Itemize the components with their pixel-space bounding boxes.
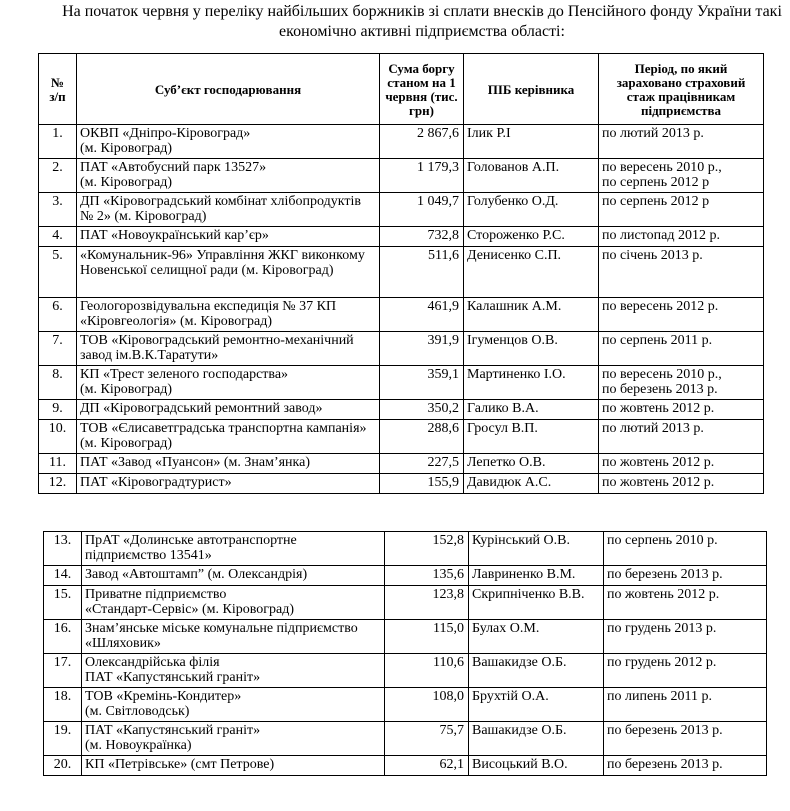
manager-name: Скрипніченко В.В. (469, 586, 604, 620)
row-number: 20. (44, 756, 82, 776)
col-head-header: ПІБ керівника (464, 54, 599, 125)
table-row (39, 247, 764, 298)
manager-name: Галико В.А. (464, 400, 599, 420)
table-row (39, 332, 764, 366)
manager-name: Курінський О.В. (469, 532, 604, 566)
debt-amount: 155,9 (380, 474, 464, 494)
table-row (39, 420, 764, 454)
insurance-period: по лютий 2013 р. (599, 420, 764, 454)
entity-name: ПАТ «Капустянський граніт» (м. Новоукраїнка) (82, 722, 385, 756)
insurance-period: по листопад 2012 р. (599, 227, 764, 247)
table-row (39, 159, 764, 193)
row-number: 13. (44, 532, 82, 566)
row-number: 17. (44, 654, 82, 688)
col-entity-header: Суб’єкт господарювання (77, 54, 380, 125)
row-number: 4. (39, 227, 77, 247)
col-period-header: Період, по який зараховано страховий стаж працівникам підприємства (599, 54, 764, 125)
entity-name: ДП «Кіровоградський комбінат хлібопродуктів № 2» (м. Кіровоград) (77, 193, 380, 227)
row-number: 9. (39, 400, 77, 420)
entity-name: Олександрійська філія ПАТ «Капустянський граніт» (82, 654, 385, 688)
table-row (44, 532, 767, 566)
row-number: 16. (44, 620, 82, 654)
debtors-table-continued (43, 531, 767, 776)
debtors-table (38, 53, 764, 494)
insurance-period: по березень 2013 р. (604, 756, 767, 776)
manager-name: Висоцький В.О. (469, 756, 604, 776)
manager-name: Гросул В.П. (464, 420, 599, 454)
manager-name: Булах О.М. (469, 620, 604, 654)
manager-name: Брухтій О.А. (469, 688, 604, 722)
table-body-continued (44, 532, 767, 776)
table-row (44, 688, 767, 722)
col-debt-header: Сума боргу станом на 1 червня (тис. грн) (380, 54, 464, 125)
debt-amount: 2 867,6 (380, 125, 464, 159)
debt-amount: 1 049,7 (380, 193, 464, 227)
entity-name: ПрАТ «Долинське автотранспортне підприємство 13541» (82, 532, 385, 566)
row-number: 11. (39, 454, 77, 474)
debt-amount: 108,0 (385, 688, 469, 722)
row-number: 7. (39, 332, 77, 366)
manager-name: Лавриненко В.М. (469, 566, 604, 586)
insurance-period: по березень 2013 р. (604, 566, 767, 586)
table-row (44, 566, 767, 586)
debt-amount: 461,9 (380, 298, 464, 332)
insurance-period: по січень 2013 р. (599, 247, 764, 298)
manager-name: Ілик Р.І (464, 125, 599, 159)
debt-amount: 288,6 (380, 420, 464, 454)
col-number-header: № з/п (39, 54, 77, 125)
insurance-period: по березень 2013 р. (604, 722, 767, 756)
row-number: 10. (39, 420, 77, 454)
insurance-period: по жовтень 2012 р. (599, 454, 764, 474)
debt-amount: 110,6 (385, 654, 469, 688)
table-row (39, 298, 764, 332)
entity-name: ОКВП «Дніпро-Кіровоград» (м. Кіровоград) (77, 125, 380, 159)
table-header-row (39, 54, 764, 125)
entity-name: ТОВ «Кремінь-Кондитер» (м. Світловодськ) (82, 688, 385, 722)
manager-name: Вашакидзе О.Б. (469, 654, 604, 688)
insurance-period: по вересень 2010 р., по серпень 2012 р (599, 159, 764, 193)
insurance-period: по липень 2011 р. (604, 688, 767, 722)
table-row (44, 654, 767, 688)
entity-name: ТОВ «Кіровоградський ремонтно-механічний завод ім.В.К.Таратути» (77, 332, 380, 366)
debt-amount: 123,8 (385, 586, 469, 620)
manager-name: Стороженко Р.С. (464, 227, 599, 247)
insurance-period: по жовтень 2012 р. (604, 586, 767, 620)
debt-amount: 350,2 (380, 400, 464, 420)
row-number: 6. (39, 298, 77, 332)
manager-name: Ігуменцов О.В. (464, 332, 599, 366)
insurance-period: по серпень 2010 р. (604, 532, 767, 566)
debt-amount: 75,7 (385, 722, 469, 756)
manager-name: Мартиненко І.О. (464, 366, 599, 400)
manager-name: Вашакидзе О.Б. (469, 722, 604, 756)
table-row (39, 474, 764, 494)
entity-name: КП «Петрівське» (смт Петрове) (82, 756, 385, 776)
row-number: 15. (44, 586, 82, 620)
table-row (39, 366, 764, 400)
debt-amount: 62,1 (385, 756, 469, 776)
table-row (44, 756, 767, 776)
debt-amount: 227,5 (380, 454, 464, 474)
debt-amount: 359,1 (380, 366, 464, 400)
entity-name: ТОВ «Єлисаветградська транспортна кампанія» (м. Кіровоград) (77, 420, 380, 454)
insurance-period: по грудень 2013 р. (604, 620, 767, 654)
insurance-period: по серпень 2011 р. (599, 332, 764, 366)
row-number: 5. (39, 247, 77, 298)
table-row (39, 193, 764, 227)
table-row (44, 586, 767, 620)
entity-name: ПАТ «Кіровоградтурист» (77, 474, 380, 494)
table-row (39, 125, 764, 159)
manager-name: Голованов А.П. (464, 159, 599, 193)
debt-amount: 115,0 (385, 620, 469, 654)
entity-name: ПАТ «Автобусний парк 13527» (м. Кіровоград) (77, 159, 380, 193)
entity-name: КП «Трест зеленого господарства» (м. Кіровоград) (77, 366, 380, 400)
entity-name: Геологорозвідувальна експедиція № 37 КП «Кіровгеологія» (м. Кіровоград) (77, 298, 380, 332)
manager-name: Денисенко С.П. (464, 247, 599, 298)
entity-name: ПАТ «Новоукраїнський кар’єр» (77, 227, 380, 247)
table-row (39, 454, 764, 474)
table-row (44, 620, 767, 654)
manager-name: Калашник А.М. (464, 298, 599, 332)
debt-amount: 391,9 (380, 332, 464, 366)
table-row (44, 722, 767, 756)
row-number: 19. (44, 722, 82, 756)
row-number: 8. (39, 366, 77, 400)
table-body (39, 125, 764, 494)
debt-amount: 511,6 (380, 247, 464, 298)
entity-name: ДП «Кіровоградський ремонтний завод» (77, 400, 380, 420)
insurance-period: по вересень 2012 р. (599, 298, 764, 332)
manager-name: Лепетко О.В. (464, 454, 599, 474)
insurance-period: по грудень 2012 р. (604, 654, 767, 688)
table-row (39, 400, 764, 420)
insurance-period: по жовтень 2012 р. (599, 474, 764, 494)
insurance-period: по жовтень 2012 р. (599, 400, 764, 420)
manager-name: Давидюк А.С. (464, 474, 599, 494)
entity-name: Знам’янське міське комунальне підприємство «Шляховик» (82, 620, 385, 654)
row-number: 18. (44, 688, 82, 722)
debt-amount: 152,8 (385, 532, 469, 566)
table-row (39, 227, 764, 247)
debt-amount: 135,6 (385, 566, 469, 586)
entity-name: ПАТ «Завод «Пуансон» (м. Знам’янка) (77, 454, 380, 474)
row-number: 14. (44, 566, 82, 586)
insurance-period: по лютий 2013 р. (599, 125, 764, 159)
insurance-period: по серпень 2012 р (599, 193, 764, 227)
debt-amount: 732,8 (380, 227, 464, 247)
manager-name: Голубенко О.Д. (464, 193, 599, 227)
entity-name: «Комунальник-96» Управління ЖКГ виконкому Новенської селищної ради (м. Кіровоград) (77, 247, 380, 298)
row-number: 2. (39, 159, 77, 193)
insurance-period: по вересень 2010 р., по березень 2013 р. (599, 366, 764, 400)
row-number: 3. (39, 193, 77, 227)
entity-name: Завод «Автоштамп” (м. Олександрія) (82, 566, 385, 586)
entity-name: Приватне підприємство «Стандарт-Сервіс» (м. Кіровоград) (82, 586, 385, 620)
row-number: 1. (39, 125, 77, 159)
row-number: 12. (39, 474, 77, 494)
debt-amount: 1 179,3 (380, 159, 464, 193)
document-heading: На початок червня у переліку найбільших боржників зі сплати внесків до Пенсійного фонду України такі економічно активні підприємства області: (62, 3, 782, 40)
